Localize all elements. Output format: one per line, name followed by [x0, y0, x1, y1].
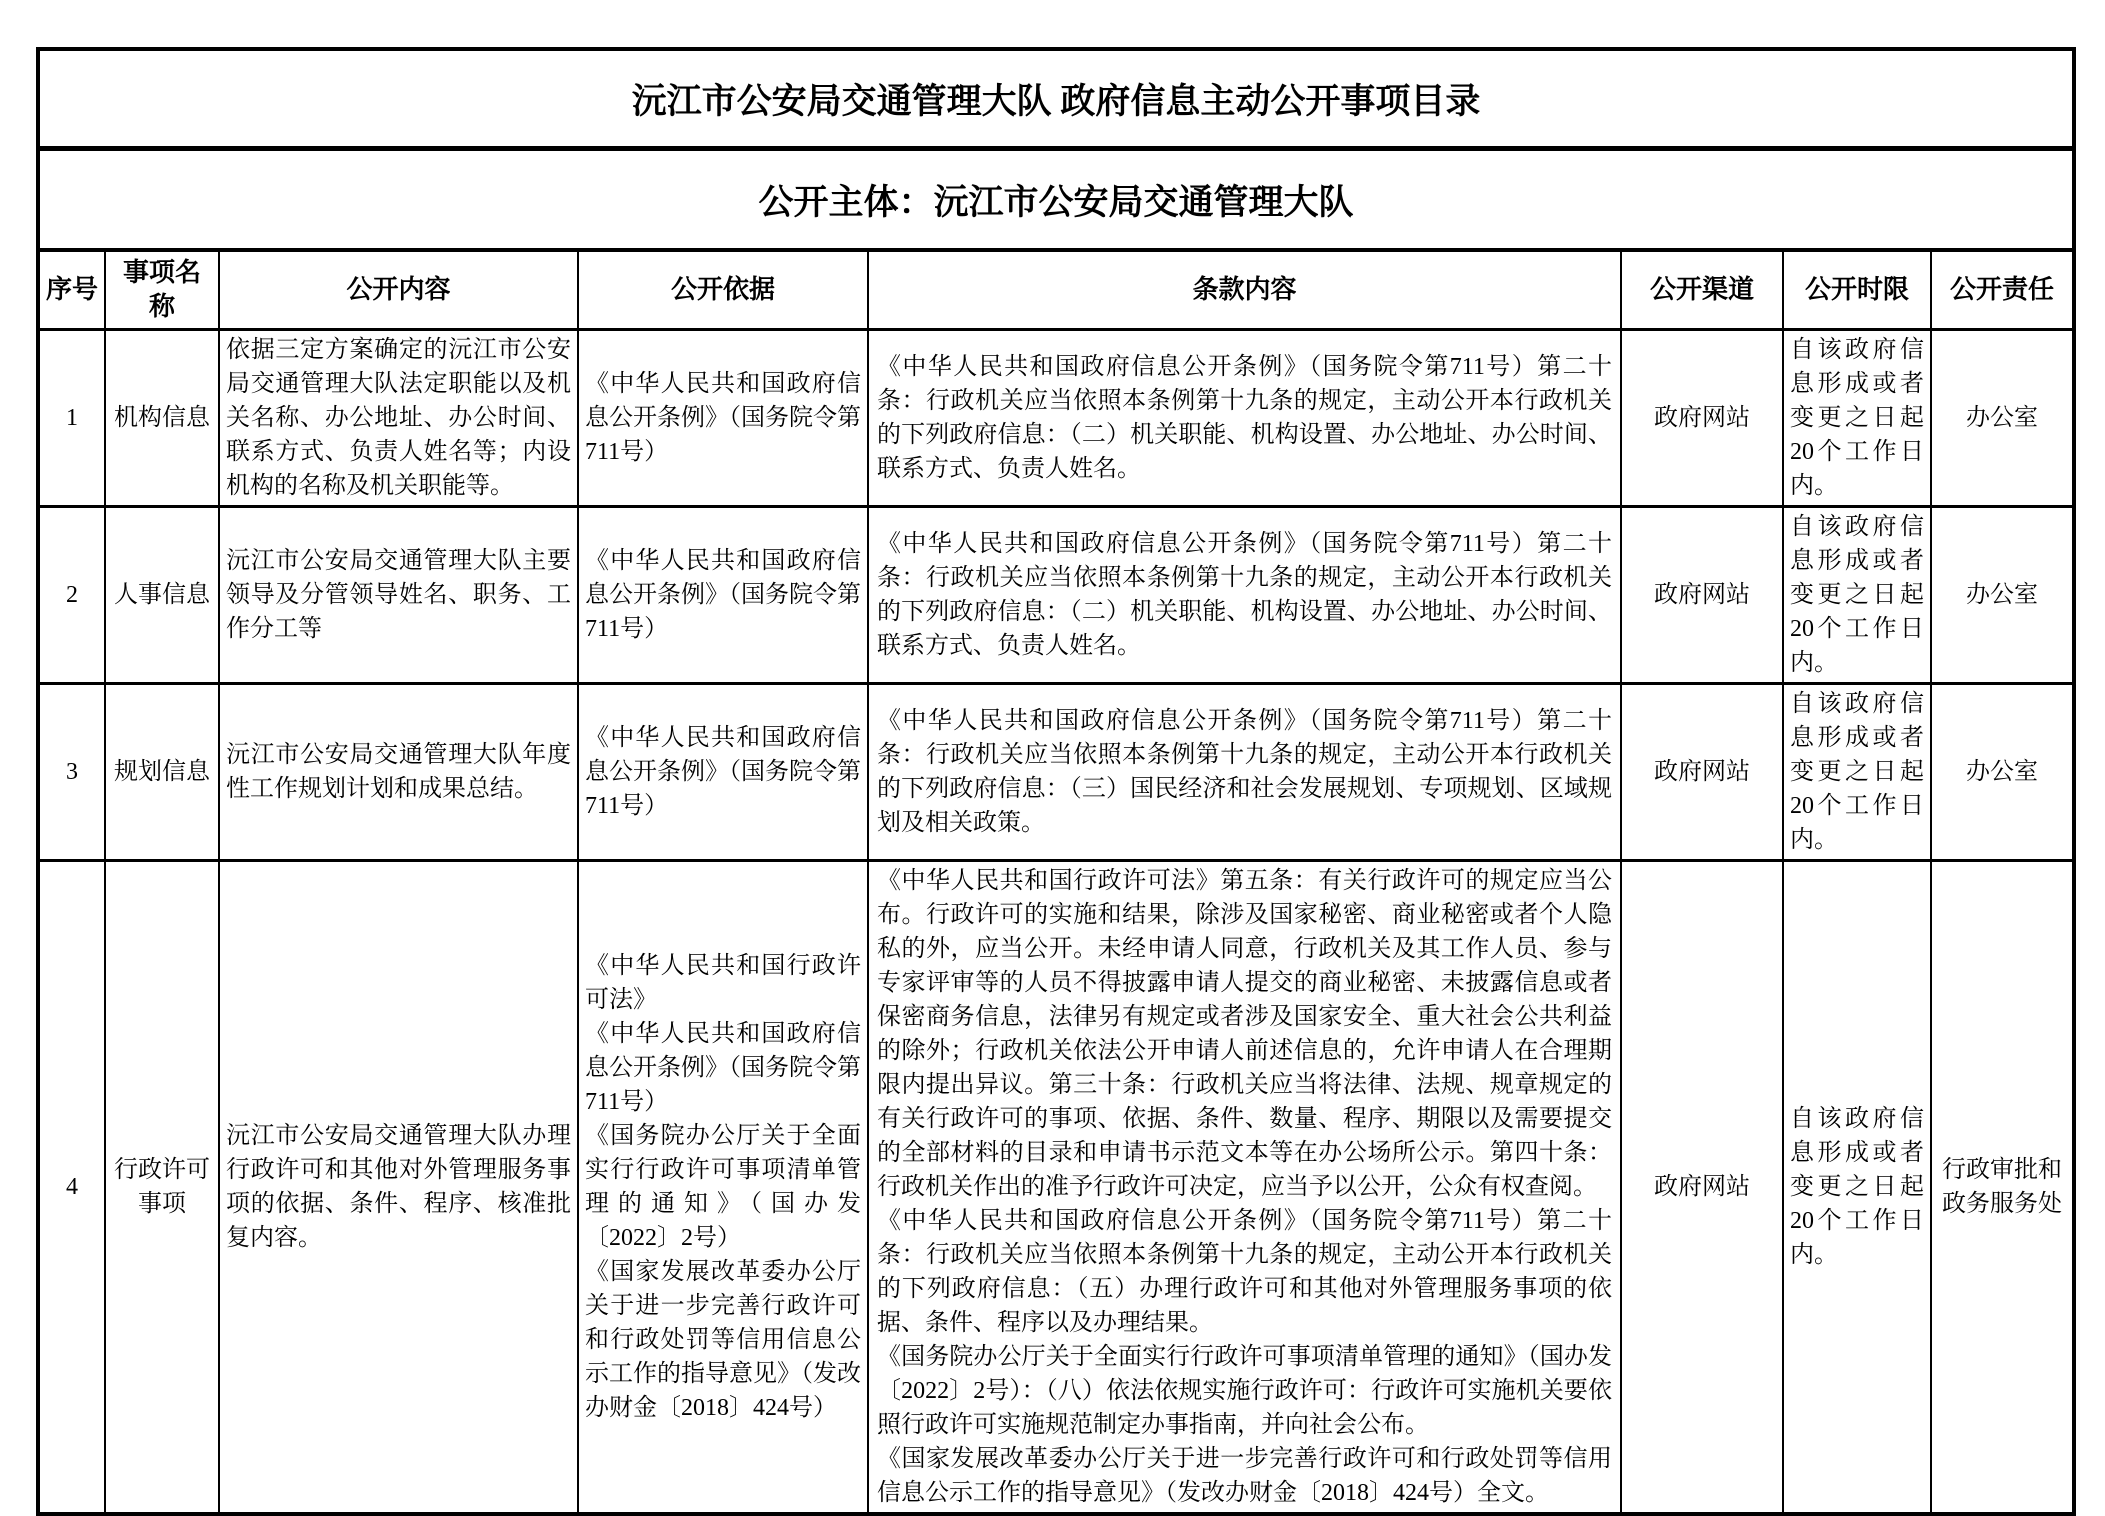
row-2-time-limit: 自该政府信息形成或者变更之日起20个工作日内。 [1783, 507, 1931, 684]
basis-paragraph: 《中华人民共和国政府信息公开条例》（国务院令第711号） [585, 725, 861, 819]
row-1-item-name: 机构信息 [105, 330, 219, 507]
row-1-seq: 1 [38, 330, 105, 507]
row-3-clause [868, 684, 1621, 861]
row-3-seq: 3 [38, 684, 105, 861]
row-1-content: 依据三定方案确定的沅江市公安局交通管理大队法定职能以及机关名称、办公地址、办公时间、联系方式、负责人姓名等；内设机构的名称及机关职能等。 [219, 330, 578, 507]
disclosure-subject-subtitle: 公开主体：沅江市公安局交通管理大队 [38, 149, 2074, 251]
row-2-channel: 政府网站 [1621, 507, 1783, 684]
col-header-basis: 公开依据 [578, 250, 868, 330]
col-header-responsibility: 公开责任 [1931, 250, 2074, 330]
table-row [38, 861, 2074, 1515]
clause-paragraph: 《中华人民共和国行政许可法》第五条：有关行政许可的规定应当公布。行政许可的实施和结果，除涉及国家秘密、商业秘密或者个人隐私的外，应当公开。未经申请人同意，行政机关及其工作人员、参与专家评审等的人员不得披露申请人提交的商业秘密、未披露信息或者保密商务信息，法律另有规定或者涉及国家安全、重大社会公共利益的除外；行政机关依法公开申请人前述信息的，允许申请人在合理期限内提出异议。第三十条：行政机关应当将法律、法规、规章规定的有关行政许可的事项、依据、条件、数量、程序、期限以及需要提交的全部材料的目录和申请书示范文本等在办公场所公示。第四十条：行政机关作出的准予行政许可决定，应当予以公开，公众有权查阅。 [877, 868, 1612, 1200]
col-header-content: 公开内容 [219, 250, 578, 330]
table-header-row [38, 250, 2074, 330]
row-2-clause [868, 507, 1621, 684]
col-header-time-limit: 公开时限 [1783, 250, 1931, 330]
clause-paragraph: 《中华人民共和国政府信息公开条例》（国务院令第711号）第二十条：行政机关应当依照本条例第十九条的规定，主动公开本行政机关的下列政府信息：（二）机关职能、机构设置、办公地址、办公时间、联系方式、负责人姓名。 [877, 531, 1612, 659]
title-row [38, 49, 2074, 149]
clause-paragraph: 《中华人民共和国政府信息公开条例》（国务院令第711号）第二十条：行政机关应当依照本条例第十九条的规定，主动公开本行政机关的下列政府信息：（二）机关职能、机构设置、办公地址、办公时间、联系方式、负责人姓名。 [877, 354, 1612, 482]
table-row [38, 507, 2074, 684]
clause-paragraph: 《中华人民共和国政府信息公开条例》（国务院令第711号）第二十条：行政机关应当依照本条例第十九条的规定，主动公开本行政机关的下列政府信息：（五）办理行政许可和其他对外管理服务事项的依据、条件、程序以及办理结果。 [877, 1208, 1612, 1336]
clause-paragraph: 《国家发展改革委办公厅关于进一步完善行政许可和行政处罚等信用信息公示工作的指导意见》（发改办财金〔2018〕424号）全文。 [877, 1446, 1612, 1506]
subtitle-row [38, 149, 2074, 251]
col-header-seq: 序号 [38, 250, 105, 330]
row-2-content: 沅江市公安局交通管理大队主要领导及分管领导姓名、职务、工作分工等 [219, 507, 578, 684]
table-row [38, 684, 2074, 861]
basis-paragraph: 《中华人民共和国行政许可法》 [585, 953, 861, 1013]
row-3-responsibility: 办公室 [1931, 684, 2074, 861]
disclosure-catalog-table [36, 47, 2076, 1516]
row-4-seq: 4 [38, 861, 105, 1515]
row-2-basis [578, 507, 868, 684]
row-4-time-limit: 自该政府信息形成或者变更之日起20个工作日内。 [1783, 861, 1931, 1515]
row-3-content: 沅江市公安局交通管理大队年度性工作规划计划和成果总结。 [219, 684, 578, 861]
basis-paragraph: 《国务院办公厅关于全面实行行政许可事项清单管理的通知》（国办发〔2022〕2号） [585, 1123, 861, 1251]
row-4-content: 沅江市公安局交通管理大队办理行政许可和其他对外管理服务事项的依据、条件、程序、核准批复内容。 [219, 861, 578, 1515]
basis-paragraph: 《中华人民共和国政府信息公开条例》（国务院令第711号） [585, 371, 861, 465]
row-2-item-name: 人事信息 [105, 507, 219, 684]
row-3-time-limit: 自该政府信息形成或者变更之日起20个工作日内。 [1783, 684, 1931, 861]
col-header-clause: 条款内容 [868, 250, 1621, 330]
basis-paragraph: 《中华人民共和国政府信息公开条例》（国务院令第711号） [585, 548, 861, 642]
basis-paragraph: 《中华人民共和国政府信息公开条例》（国务院令第711号） [585, 1021, 861, 1115]
row-3-item-name: 规划信息 [105, 684, 219, 861]
row-1-time-limit: 自该政府信息形成或者变更之日起20个工作日内。 [1783, 330, 1931, 507]
row-2-responsibility: 办公室 [1931, 507, 2074, 684]
row-3-channel: 政府网站 [1621, 684, 1783, 861]
row-4-responsibility: 行政审批和政务服务处 [1931, 861, 2074, 1515]
col-header-channel: 公开渠道 [1621, 250, 1783, 330]
row-1-clause [868, 330, 1621, 507]
row-4-channel: 政府网站 [1621, 861, 1783, 1515]
table-row [38, 330, 2074, 507]
clause-paragraph: 《国务院办公厅关于全面实行行政许可事项清单管理的通知》（国办发〔2022〕2号）：（八）依法依规实施行政许可：行政许可实施机关要依照行政许可实施规范制定办事指南，并向社会公布。 [877, 1344, 1612, 1438]
row-4-item-name: 行政许可事项 [105, 861, 219, 1515]
row-4-basis [578, 861, 868, 1515]
row-3-basis [578, 684, 868, 861]
row-2-seq: 2 [38, 507, 105, 684]
row-4-clause [868, 861, 1621, 1515]
col-header-item-name: 事项名称 [105, 250, 219, 330]
page-title: 沅江市公安局交通管理大队 政府信息主动公开事项目录 [38, 49, 2074, 149]
row-1-channel: 政府网站 [1621, 330, 1783, 507]
clause-paragraph: 《中华人民共和国政府信息公开条例》（国务院令第711号）第二十条：行政机关应当依照本条例第十九条的规定，主动公开本行政机关的下列政府信息：（三）国民经济和社会发展规划、专项规划、区域规划及相关政策。 [877, 708, 1612, 836]
row-1-responsibility: 办公室 [1931, 330, 2074, 507]
row-1-basis [578, 330, 868, 507]
basis-paragraph: 《国家发展改革委办公厅关于进一步完善行政许可和行政处罚等信用信息公示工作的指导意见》（发改办财金〔2018〕424号） [585, 1259, 861, 1421]
